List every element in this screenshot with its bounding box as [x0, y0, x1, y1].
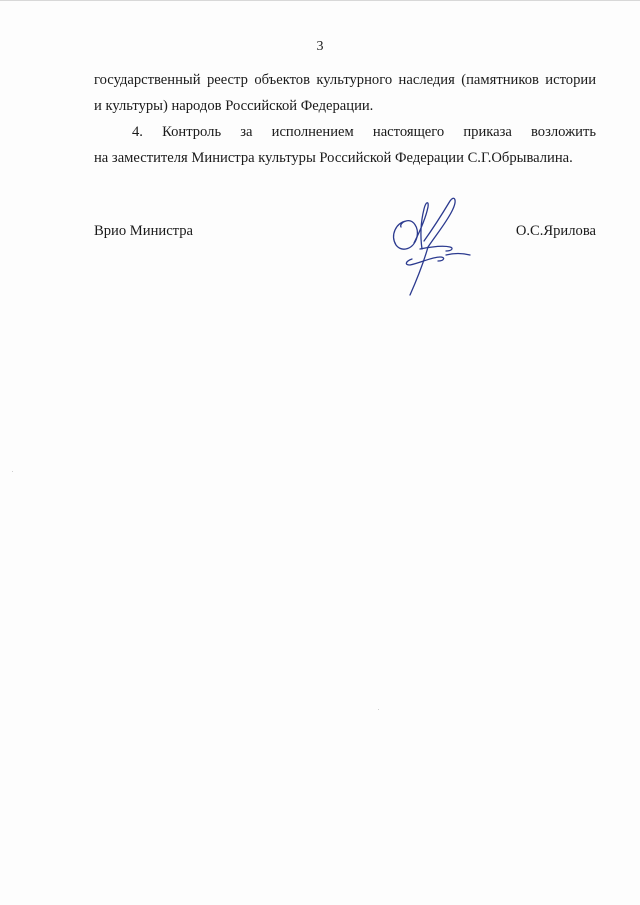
signature-block: [94, 223, 596, 247]
paragraph-line: 4. Контроль за исполнением настоящего приказа возложить: [132, 124, 596, 140]
handwritten-signature-icon: [384, 191, 476, 299]
paragraph-continuation: [94, 67, 596, 119]
paragraph-line: государственный реестр объектов культурного наследия (памятников истории: [94, 72, 596, 88]
paragraph-item-4: [94, 119, 596, 171]
paragraph-line: и культуры) народов Российской Федерации.: [94, 98, 374, 114]
paragraph-line: на заместителя Министра культуры Российской Федерации С.Г.Обрывалина.: [94, 150, 573, 166]
scan-speck: [12, 471, 13, 472]
scan-speck: [378, 709, 379, 710]
page-number: 3: [316, 39, 324, 54]
signatory-title: Врио Министра: [94, 223, 193, 239]
signatory-name: О.С.Ярилова: [515, 223, 596, 239]
